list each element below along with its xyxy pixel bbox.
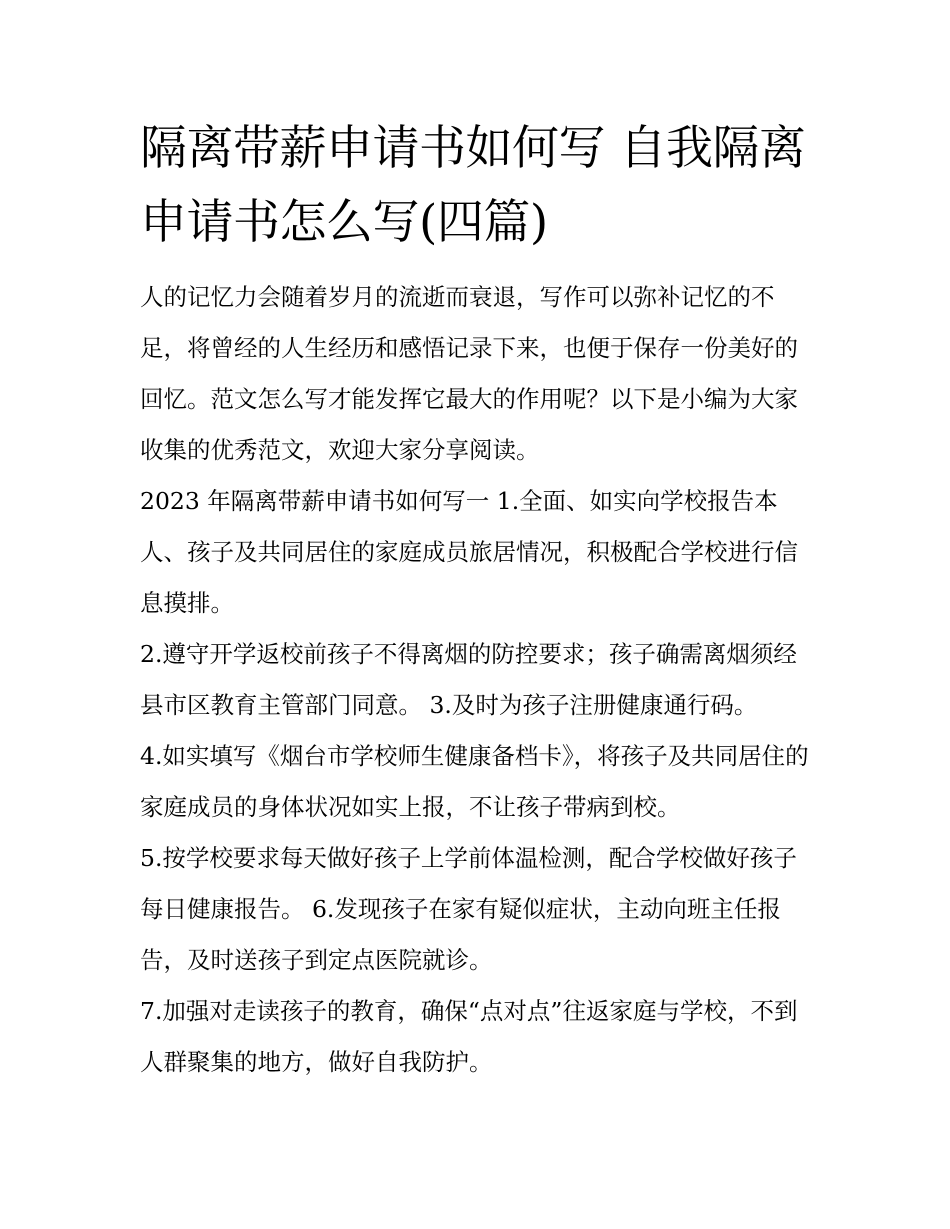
document-body — [140, 272, 820, 1088]
document-page — [140, 112, 820, 1088]
paragraph-item-5-6: 5.按学校要求每天做好孩子上学前体温检测，配合学校做好孩子每日健康报告。 6.发现孩子在家有疑似症状，主动向班主任报告，及时送孩子到定点医院就诊。 — [140, 844, 797, 974]
document-title: 隔离带薪申请书如何写 自我隔离申请书怎么写(四篇) — [140, 121, 806, 250]
paragraph-item-7: 7.加强对走读孩子的教育，确保“点对点”往返家庭与学校，不到人群聚集的地方，做好自我防护。 — [140, 997, 798, 1076]
paragraph-item-1: 2023 年隔离带薪申请书如何写一 1.全面、如实向学校报告本人、孩子及共同居住的家庭成员旅居情况，积极配合学校进行信息摸排。 — [140, 487, 798, 617]
paragraph-item-4: 4.如实填写《烟台市学校师生健康备档卡》，将孩子及共同居住的家庭成员的身体状况如实上报，不让孩子带病到校。 — [140, 742, 809, 821]
paragraph-intro: 人的记忆力会随着岁月的流逝而衰退，写作可以弥补记忆的不足，将曾经的人生经历和感悟记录下来，也便于保存一份美好的回忆。范文怎么写才能发挥它最大的作用呢？以下是小编为大家收集的优秀范文，欢迎大家分享阅读。 — [140, 283, 798, 464]
paragraph-item-2-3: 2.遵守开学返校前孩子不得离烟的防控要求；孩子确需离烟须经县市区教育主管部门同意。 3.及时为孩子注册健康通行码。 — [140, 640, 797, 719]
